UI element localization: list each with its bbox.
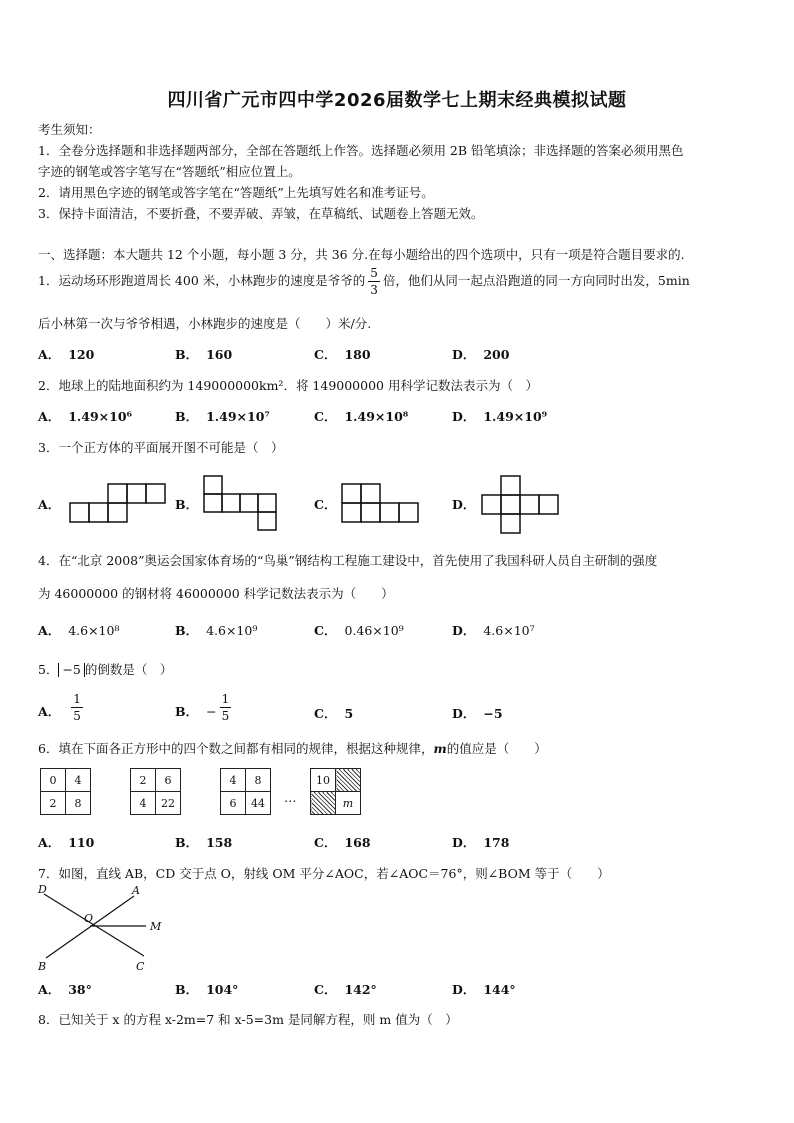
- q4-option-a[interactable]: A． 4.6×10⁸: [38, 623, 120, 638]
- q3-option-a[interactable]: A．: [38, 497, 61, 512]
- point-c-label: C: [136, 960, 145, 973]
- question-4-line2: 为 46000000 的钢材将 46000000 科学记数法表示为（ ）: [38, 586, 394, 601]
- point-d-label: D: [38, 883, 47, 896]
- q6-option-d[interactable]: D． 178: [452, 835, 510, 850]
- net-c-figure: [340, 482, 420, 524]
- q7-option-c[interactable]: C． 142°: [314, 982, 377, 997]
- point-a-label: A: [132, 884, 140, 897]
- q7-figure: [34, 882, 174, 974]
- q1-text-pre: 1．运动场环形跑道周长 400 米，小林跑步的速度是爷爷的: [38, 273, 366, 288]
- q5-option-a[interactable]: A． $\frac{1}{5}$: [38, 692, 81, 723]
- q1-options: [38, 345, 738, 363]
- q7-option-b[interactable]: B． 104°: [175, 982, 239, 997]
- notice-item-1a: 1．全卷分选择题和非选择题两部分，全部在答题纸上作答。选择题必须用 2B 铅笔填涂；非选择题的答案必须用黑色: [38, 143, 684, 158]
- q3-option-b[interactable]: B．: [175, 497, 199, 512]
- q1-fraction: $\frac{5}{3}$: [370, 266, 378, 297]
- q2-option-a[interactable]: A． 1.49×10⁶: [38, 409, 132, 424]
- q7-option-a[interactable]: A． 38°: [38, 982, 92, 997]
- q6-option-c[interactable]: C． 168: [314, 835, 371, 850]
- question-2: 2．地球上的陆地面积约为 149000000km²．将 149000000 用科学记数法表示为（ ）: [38, 378, 538, 393]
- net-b-figure: [202, 474, 280, 532]
- q1-option-d[interactable]: D． 200: [452, 347, 510, 362]
- q1-line2: 后小林第一次与爷爷相遇，小林跑步的速度是（ ）米/分.: [38, 316, 372, 331]
- q6-ellipsis: …: [284, 790, 297, 805]
- question-3: 3．一个正方体的平面展开图不可能是（ ）: [38, 440, 284, 455]
- q5-option-b[interactable]: B． − $\frac{1}{5}$: [175, 692, 230, 723]
- net-d-figure: [480, 474, 560, 534]
- q4-options: [38, 621, 738, 639]
- q6-option-b[interactable]: B． 158: [175, 835, 233, 850]
- q7-option-d[interactable]: D． 144°: [452, 982, 516, 997]
- q7-options: [38, 980, 738, 998]
- q1-option-a[interactable]: A． 120: [38, 347, 95, 362]
- q6-options: [38, 833, 738, 851]
- point-o-label: O: [84, 912, 94, 925]
- q3-option-d[interactable]: D．: [452, 497, 476, 512]
- q6-grid-2: 2 6 4 22: [130, 768, 181, 815]
- notice-item-3: 3．保持卡面清洁，不要折叠，不要弄破、弄皱，在草稿纸、试题卷上答题无效。: [38, 206, 484, 221]
- q1-text-post: 倍，他们从同一起点沿跑道的同一方向同时出发，5min: [382, 273, 690, 288]
- q2-options: [38, 407, 738, 425]
- q4-option-b[interactable]: B． 4.6×10⁹: [175, 623, 258, 638]
- q5-option-d[interactable]: D． −5: [452, 706, 503, 721]
- question-7: 7．如图，直线 AB，CD 交于点 O，射线 OM 平分∠AOC，若∠AOC＝76°，则∠BOM 等于（ ）: [38, 866, 610, 881]
- section-heading: 一、选择题：本大题共 12 个小题，每小题 3 分，共 36 分.在每小题给出的四个选项中，只有一项是符合题目要求的.: [38, 247, 685, 262]
- q1-option-c[interactable]: C． 180: [314, 347, 371, 362]
- question-8: 8．已知关于 x 的方程 x-2m=7 和 x-5=3m 是同解方程，则 m 值为（ ）: [38, 1012, 458, 1027]
- notice-item-2: 2．请用黑色字迹的钢笔或答字笔在“答题纸”上先填写姓名和准考证号。: [38, 185, 434, 200]
- q3-option-c[interactable]: C．: [314, 497, 337, 512]
- q6-grid-3: 4 8 6 44: [220, 768, 271, 815]
- q5-options: [38, 694, 738, 730]
- q4-option-d[interactable]: D． 4.6×10⁷: [452, 623, 535, 638]
- question-1: [38, 266, 690, 296]
- q6-option-a[interactable]: A． 110: [38, 835, 95, 850]
- point-m-label: M: [150, 920, 162, 933]
- question-4-line1: 4．在“北京 2008”奥运会国家体育场的“鸟巢”钢结构工程施工建设中，首先使用了我国科研人员自主研制的强度: [38, 553, 658, 568]
- question-6: 6．填在下面各正方形中的四个数之间都有相同的规律，根据这种规律，m的值应是（ ）: [38, 741, 547, 756]
- q2-option-b[interactable]: B． 1.49×10⁷: [175, 409, 270, 424]
- q5-option-c[interactable]: C． 5: [314, 706, 354, 721]
- notice-heading: 考生须知：: [38, 122, 101, 137]
- q1-option-b[interactable]: B． 160: [175, 347, 233, 362]
- question-5: 5． −5 的倒数是（ ）: [38, 662, 173, 677]
- notice-item-1b: 字迹的钢笔或答字笔写在“答题纸”相应位置上。: [38, 164, 301, 179]
- q5-absolute-value: −5: [58, 663, 84, 677]
- q2-option-d[interactable]: D． 1.49×10⁹: [452, 409, 548, 424]
- net-a-figure: [68, 482, 168, 524]
- q2-option-c[interactable]: C． 1.49×10⁸: [314, 409, 409, 424]
- q6-grid-4: 10 m: [310, 768, 361, 815]
- point-b-label: B: [38, 960, 47, 973]
- exam-title: 四川省广元市四中学2026届数学七上期末经典模拟试题: [167, 90, 627, 111]
- q4-option-c[interactable]: C． 0.46×10⁹: [314, 623, 404, 638]
- q6-grid-1: 0 4 2 8: [40, 768, 91, 815]
